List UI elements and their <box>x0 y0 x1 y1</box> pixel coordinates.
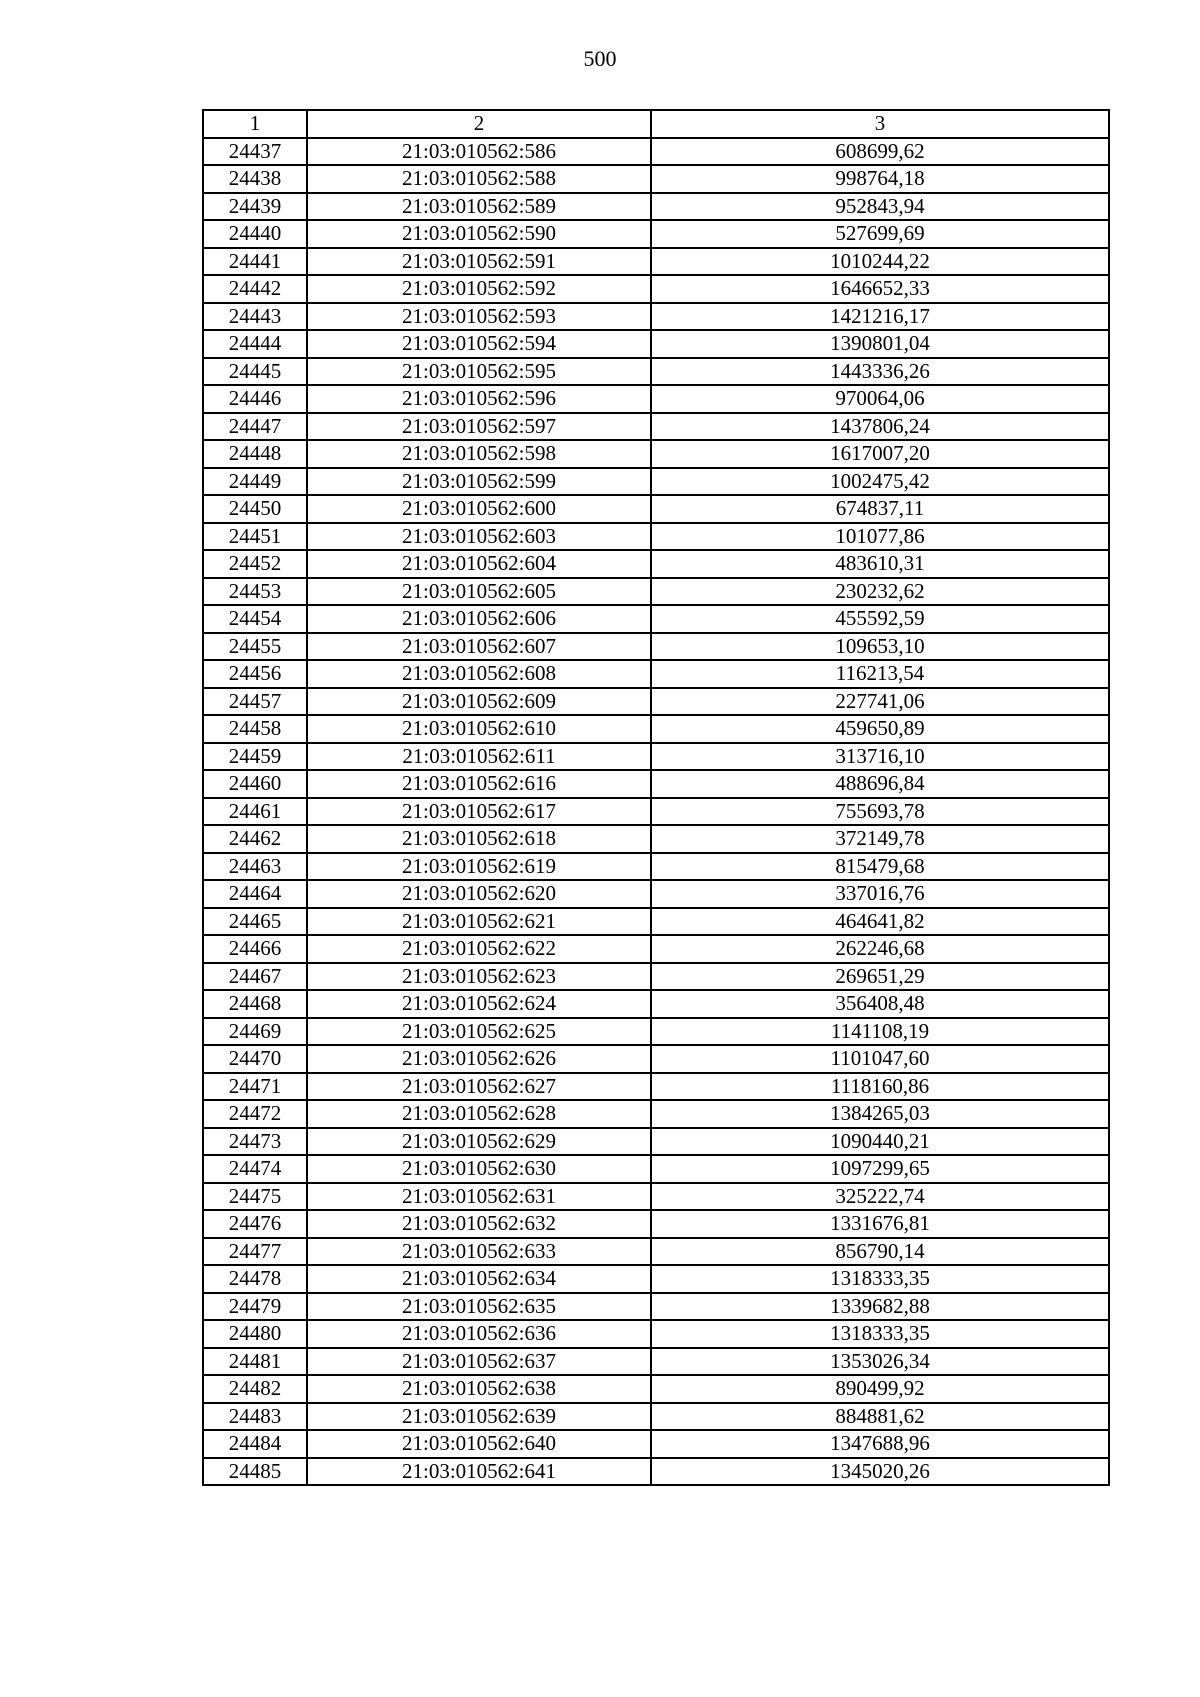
table-cell-col-1: 24441 <box>203 248 307 276</box>
table-row <box>203 468 1109 496</box>
table-cell-col-2: 21:03:010562:638 <box>307 1375 651 1403</box>
table-cell-col-3: 1101047,60 <box>651 1045 1109 1073</box>
table-row <box>203 605 1109 633</box>
table-cell-col-1: 24455 <box>203 633 307 661</box>
table-cell-col-3: 230232,62 <box>651 578 1109 606</box>
table-cell-col-2: 21:03:010562:616 <box>307 770 651 798</box>
table-cell-col-3: 356408,48 <box>651 990 1109 1018</box>
table-cell-col-3: 1090440,21 <box>651 1128 1109 1156</box>
table-cell-col-3: 1141108,19 <box>651 1018 1109 1046</box>
table-row <box>203 715 1109 743</box>
table-cell-col-1: 24467 <box>203 963 307 991</box>
table-cell-col-1: 24483 <box>203 1403 307 1431</box>
table-cell-col-2: 21:03:010562:592 <box>307 275 651 303</box>
table-cell-col-3: 998764,18 <box>651 165 1109 193</box>
table-cell-col-3: 1390801,04 <box>651 330 1109 358</box>
table-row <box>203 1100 1109 1128</box>
table-cell-col-3: 527699,69 <box>651 220 1109 248</box>
table-row <box>203 880 1109 908</box>
table-cell-col-3: 1437806,24 <box>651 413 1109 441</box>
table-cell-col-1: 24481 <box>203 1348 307 1376</box>
table-cell-col-3: 755693,78 <box>651 798 1109 826</box>
table-row <box>203 1320 1109 1348</box>
table-cell-col-1: 24458 <box>203 715 307 743</box>
table-row <box>203 688 1109 716</box>
table-cell-col-1: 24440 <box>203 220 307 248</box>
table-cell-col-1: 24463 <box>203 853 307 881</box>
table-cell-col-2: 21:03:010562:618 <box>307 825 651 853</box>
table-row <box>203 248 1109 276</box>
table-cell-col-2: 21:03:010562:593 <box>307 303 651 331</box>
table-row <box>203 1238 1109 1266</box>
table-cell-col-1: 24485 <box>203 1458 307 1486</box>
header-cell-col-2: 2 <box>307 110 651 138</box>
table-cell-col-2: 21:03:010562:637 <box>307 1348 651 1376</box>
table-cell-col-2: 21:03:010562:588 <box>307 165 651 193</box>
table-cell-col-3: 464641,82 <box>651 908 1109 936</box>
table-cell-col-2: 21:03:010562:632 <box>307 1210 651 1238</box>
table-row <box>203 1265 1109 1293</box>
table-cell-col-3: 1421216,17 <box>651 303 1109 331</box>
table-row <box>203 1403 1109 1431</box>
table-cell-col-2: 21:03:010562:597 <box>307 413 651 441</box>
table-cell-col-2: 21:03:010562:626 <box>307 1045 651 1073</box>
table-cell-col-3: 227741,06 <box>651 688 1109 716</box>
table-cell-col-3: 488696,84 <box>651 770 1109 798</box>
table-row <box>203 193 1109 221</box>
table-cell-col-1: 24452 <box>203 550 307 578</box>
table-row <box>203 440 1109 468</box>
table-cell-col-1: 24438 <box>203 165 307 193</box>
table-row <box>203 770 1109 798</box>
table-cell-col-2: 21:03:010562:628 <box>307 1100 651 1128</box>
table-row <box>203 1210 1109 1238</box>
table-cell-col-1: 24477 <box>203 1238 307 1266</box>
table-cell-col-3: 1646652,33 <box>651 275 1109 303</box>
table-cell-col-1: 24475 <box>203 1183 307 1211</box>
table-cell-col-1: 24474 <box>203 1155 307 1183</box>
table-cell-col-2: 21:03:010562:639 <box>307 1403 651 1431</box>
table-cell-col-2: 21:03:010562:641 <box>307 1458 651 1486</box>
table-cell-col-1: 24473 <box>203 1128 307 1156</box>
table-cell-col-2: 21:03:010562:611 <box>307 743 651 771</box>
table-cell-col-2: 21:03:010562:590 <box>307 220 651 248</box>
table-row <box>203 303 1109 331</box>
table-cell-col-2: 21:03:010562:607 <box>307 633 651 661</box>
table-cell-col-3: 269651,29 <box>651 963 1109 991</box>
table-row <box>203 1183 1109 1211</box>
table-cell-col-1: 24457 <box>203 688 307 716</box>
table-cell-col-2: 21:03:010562:599 <box>307 468 651 496</box>
table-row <box>203 165 1109 193</box>
table-cell-col-3: 262246,68 <box>651 935 1109 963</box>
table-cell-col-2: 21:03:010562:622 <box>307 935 651 963</box>
table-row <box>203 743 1109 771</box>
table-row <box>203 1293 1109 1321</box>
table-cell-col-3: 1002475,42 <box>651 468 1109 496</box>
table-cell-col-1: 24450 <box>203 495 307 523</box>
table-cell-col-2: 21:03:010562:609 <box>307 688 651 716</box>
table-cell-col-1: 24478 <box>203 1265 307 1293</box>
table-row <box>203 1128 1109 1156</box>
table-cell-col-2: 21:03:010562:586 <box>307 138 651 166</box>
table-cell-col-2: 21:03:010562:591 <box>307 248 651 276</box>
table-cell-col-3: 884881,62 <box>651 1403 1109 1431</box>
table-row <box>203 660 1109 688</box>
table-row <box>203 495 1109 523</box>
table-row <box>203 1045 1109 1073</box>
table-cell-col-3: 1118160,86 <box>651 1073 1109 1101</box>
table-cell-col-3: 1097299,65 <box>651 1155 1109 1183</box>
table-row <box>203 413 1109 441</box>
table-cell-col-1: 24484 <box>203 1430 307 1458</box>
table-row <box>203 1348 1109 1376</box>
table-cell-col-1: 24471 <box>203 1073 307 1101</box>
table-cell-col-1: 24464 <box>203 880 307 908</box>
table-cell-col-1: 24466 <box>203 935 307 963</box>
table-row <box>203 1458 1109 1486</box>
table-cell-col-2: 21:03:010562:633 <box>307 1238 651 1266</box>
table-cell-col-2: 21:03:010562:598 <box>307 440 651 468</box>
table-cell-col-1: 24437 <box>203 138 307 166</box>
table-cell-col-3: 455592,59 <box>651 605 1109 633</box>
table-cell-col-2: 21:03:010562:596 <box>307 385 651 413</box>
table-cell-col-2: 21:03:010562:606 <box>307 605 651 633</box>
table-cell-col-1: 24465 <box>203 908 307 936</box>
table-cell-col-1: 24456 <box>203 660 307 688</box>
table-row <box>203 1375 1109 1403</box>
table-cell-col-3: 101077,86 <box>651 523 1109 551</box>
table-cell-col-2: 21:03:010562:603 <box>307 523 651 551</box>
table-cell-col-3: 325222,74 <box>651 1183 1109 1211</box>
table-cell-col-3: 459650,89 <box>651 715 1109 743</box>
table-body <box>203 138 1109 1486</box>
table-cell-col-2: 21:03:010562:627 <box>307 1073 651 1101</box>
table-cell-col-1: 24460 <box>203 770 307 798</box>
table-cell-col-1: 24461 <box>203 798 307 826</box>
table-row <box>203 1430 1109 1458</box>
table-cell-col-2: 21:03:010562:640 <box>307 1430 651 1458</box>
table-cell-col-3: 674837,11 <box>651 495 1109 523</box>
table-cell-col-3: 1353026,34 <box>651 1348 1109 1376</box>
table-cell-col-1: 24472 <box>203 1100 307 1128</box>
table-cell-col-3: 1347688,96 <box>651 1430 1109 1458</box>
table-cell-col-3: 952843,94 <box>651 193 1109 221</box>
table-cell-col-1: 24480 <box>203 1320 307 1348</box>
table-cell-col-1: 24468 <box>203 990 307 1018</box>
table-cell-col-3: 970064,06 <box>651 385 1109 413</box>
table-cell-col-1: 24476 <box>203 1210 307 1238</box>
table-cell-col-1: 24459 <box>203 743 307 771</box>
table-row <box>203 798 1109 826</box>
table-row <box>203 358 1109 386</box>
table-cell-col-1: 24444 <box>203 330 307 358</box>
table-cell-col-1: 24470 <box>203 1045 307 1073</box>
table-row <box>203 963 1109 991</box>
table-cell-col-3: 372149,78 <box>651 825 1109 853</box>
table-row <box>203 523 1109 551</box>
table-cell-col-1: 24442 <box>203 275 307 303</box>
table-cell-col-1: 24443 <box>203 303 307 331</box>
table-cell-col-1: 24479 <box>203 1293 307 1321</box>
table-cell-col-2: 21:03:010562:630 <box>307 1155 651 1183</box>
table-cell-col-2: 21:03:010562:636 <box>307 1320 651 1348</box>
table-row <box>203 275 1109 303</box>
header-row <box>203 110 1109 138</box>
table-cell-col-3: 1339682,88 <box>651 1293 1109 1321</box>
table-row <box>203 1018 1109 1046</box>
table-cell-col-2: 21:03:010562:608 <box>307 660 651 688</box>
table-cell-col-1: 24462 <box>203 825 307 853</box>
table-cell-col-3: 856790,14 <box>651 1238 1109 1266</box>
table-row <box>203 330 1109 358</box>
table-cell-col-1: 24439 <box>203 193 307 221</box>
table-cell-col-3: 1010244,22 <box>651 248 1109 276</box>
table-cell-col-3: 1331676,81 <box>651 1210 1109 1238</box>
table-cell-col-2: 21:03:010562:625 <box>307 1018 651 1046</box>
table-row <box>203 633 1109 661</box>
table-row <box>203 220 1109 248</box>
table-cell-col-3: 1617007,20 <box>651 440 1109 468</box>
table-cell-col-2: 21:03:010562:604 <box>307 550 651 578</box>
table-cell-col-3: 815479,68 <box>651 853 1109 881</box>
table-row <box>203 550 1109 578</box>
table-row <box>203 825 1109 853</box>
table-cell-col-3: 109653,10 <box>651 633 1109 661</box>
page-number: 500 <box>583 46 617 71</box>
table-row <box>203 138 1109 166</box>
table-cell-col-2: 21:03:010562:623 <box>307 963 651 991</box>
table-cell-col-3: 1345020,26 <box>651 1458 1109 1486</box>
table-cell-col-2: 21:03:010562:617 <box>307 798 651 826</box>
table-cell-col-1: 24446 <box>203 385 307 413</box>
table-cell-col-2: 21:03:010562:594 <box>307 330 651 358</box>
table-row <box>203 1073 1109 1101</box>
table-cell-col-2: 21:03:010562:595 <box>307 358 651 386</box>
table-row <box>203 578 1109 606</box>
table-cell-col-3: 116213,54 <box>651 660 1109 688</box>
table-cell-col-2: 21:03:010562:620 <box>307 880 651 908</box>
table-cell-col-3: 1443336,26 <box>651 358 1109 386</box>
table-row <box>203 1155 1109 1183</box>
table-cell-col-2: 21:03:010562:635 <box>307 1293 651 1321</box>
table-cell-col-2: 21:03:010562:629 <box>307 1128 651 1156</box>
table-cell-col-3: 483610,31 <box>651 550 1109 578</box>
table-cell-col-1: 24469 <box>203 1018 307 1046</box>
table-cell-col-2: 21:03:010562:631 <box>307 1183 651 1211</box>
table-cell-col-2: 21:03:010562:621 <box>307 908 651 936</box>
table-cell-col-1: 24448 <box>203 440 307 468</box>
data-table <box>202 109 1110 1486</box>
table-cell-col-3: 890499,92 <box>651 1375 1109 1403</box>
table-cell-col-1: 24453 <box>203 578 307 606</box>
table-cell-col-3: 1318333,35 <box>651 1265 1109 1293</box>
table-cell-col-3: 1318333,35 <box>651 1320 1109 1348</box>
table-cell-col-2: 21:03:010562:600 <box>307 495 651 523</box>
header-cell-col-1: 1 <box>203 110 307 138</box>
table-cell-col-3: 337016,76 <box>651 880 1109 908</box>
table-header <box>203 110 1109 138</box>
table-cell-col-2: 21:03:010562:634 <box>307 1265 651 1293</box>
table-cell-col-2: 21:03:010562:605 <box>307 578 651 606</box>
table-cell-col-2: 21:03:010562:589 <box>307 193 651 221</box>
table-cell-col-1: 24451 <box>203 523 307 551</box>
table-cell-col-1: 24449 <box>203 468 307 496</box>
table-cell-col-2: 21:03:010562:624 <box>307 990 651 1018</box>
table-cell-col-2: 21:03:010562:610 <box>307 715 651 743</box>
table-cell-col-3: 313716,10 <box>651 743 1109 771</box>
header-cell-col-3: 3 <box>651 110 1109 138</box>
table-cell-col-1: 24445 <box>203 358 307 386</box>
table-row <box>203 990 1109 1018</box>
table-row <box>203 935 1109 963</box>
table-row <box>203 385 1109 413</box>
table-cell-col-1: 24454 <box>203 605 307 633</box>
table-cell-col-3: 1384265,03 <box>651 1100 1109 1128</box>
table-row <box>203 853 1109 881</box>
table-cell-col-3: 608699,62 <box>651 138 1109 166</box>
table-cell-col-2: 21:03:010562:619 <box>307 853 651 881</box>
table-cell-col-1: 24447 <box>203 413 307 441</box>
table-cell-col-1: 24482 <box>203 1375 307 1403</box>
table-row <box>203 908 1109 936</box>
